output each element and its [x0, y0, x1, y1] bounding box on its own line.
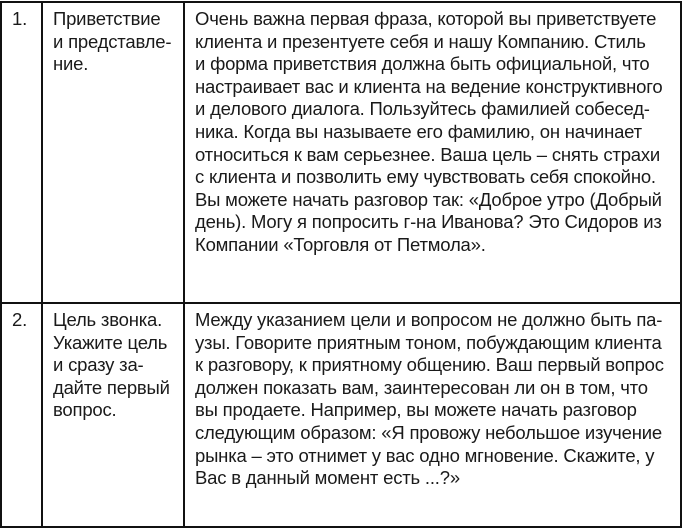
description-line: клиента и презентуете себя и нашу Компанию. Стиль: [195, 30, 646, 52]
description-line: узы. Говорите приятным тоном, побуждающим клиента: [195, 331, 662, 353]
step-description-cell: [185, 304, 680, 526]
description-line: с клиента и позволить ему чувствовать себя спокойно.: [195, 166, 656, 188]
description-line: Вы можете начать разговор так: «Доброе утро (Добрый: [195, 188, 662, 210]
step-title-line: ние.: [53, 53, 89, 75]
step-title-line: вопрос.: [53, 399, 117, 421]
step-title-line: и сразу за-: [53, 354, 144, 376]
description-line: и форма приветствия должна быть официальной, что: [195, 53, 650, 75]
table-row: [2, 3, 680, 304]
step-number-cell: [2, 304, 43, 526]
description-line: день). Могу я попросить г-на Иванова? Это Сидоров из: [195, 211, 662, 233]
description-line: и делового диалога. Пользуйтесь фамилией собесед-: [195, 98, 650, 120]
step-number: 2.: [12, 309, 28, 330]
step-number: 1.: [12, 8, 28, 29]
description-line: рынка – это отнимет у вас одно мгновение. Скажите, у: [195, 444, 655, 466]
step-title-line: Приветствие: [53, 8, 161, 29]
step-title-line: Цель звонка.: [53, 309, 163, 330]
step-title-line: и представле-: [53, 30, 172, 52]
description-line: Очень важна первая фраза, которой вы приветствуете: [195, 8, 657, 29]
script-table: [0, 1, 682, 528]
description-line: ника. Когда вы называете его фамилию, он начинает: [195, 120, 642, 142]
table-row: [2, 304, 680, 526]
description-line: к разговору, к приятному общению. Ваш первый вопрос: [195, 354, 664, 376]
step-title-cell: [43, 3, 185, 302]
description-line: следующим образом: «Я провожу небольшое изучение: [195, 421, 662, 443]
description-line: Между указанием цели и вопросом не должно быть па-: [195, 309, 663, 330]
step-number-cell: [2, 3, 43, 302]
step-title-line: Укажите цель: [53, 331, 168, 353]
description-line: относиться к вам серьезнее. Ваша цель – снять страхи: [195, 143, 661, 165]
description-line: должен показать вам, заинтересован ли он в том, что: [195, 376, 648, 398]
description-line: Компании «Торговля от Петмола».: [195, 233, 486, 255]
description-line: Вас в данный момент есть ...?»: [195, 467, 460, 489]
description-line: вы продаете. Например, вы можете начать разговор: [195, 399, 637, 421]
step-description-cell: [185, 3, 680, 302]
step-title-cell: [43, 304, 185, 526]
step-title-line: дайте первый: [53, 376, 170, 398]
description-line: настраивает вас и клиента на ведение конструктивного: [195, 75, 663, 97]
